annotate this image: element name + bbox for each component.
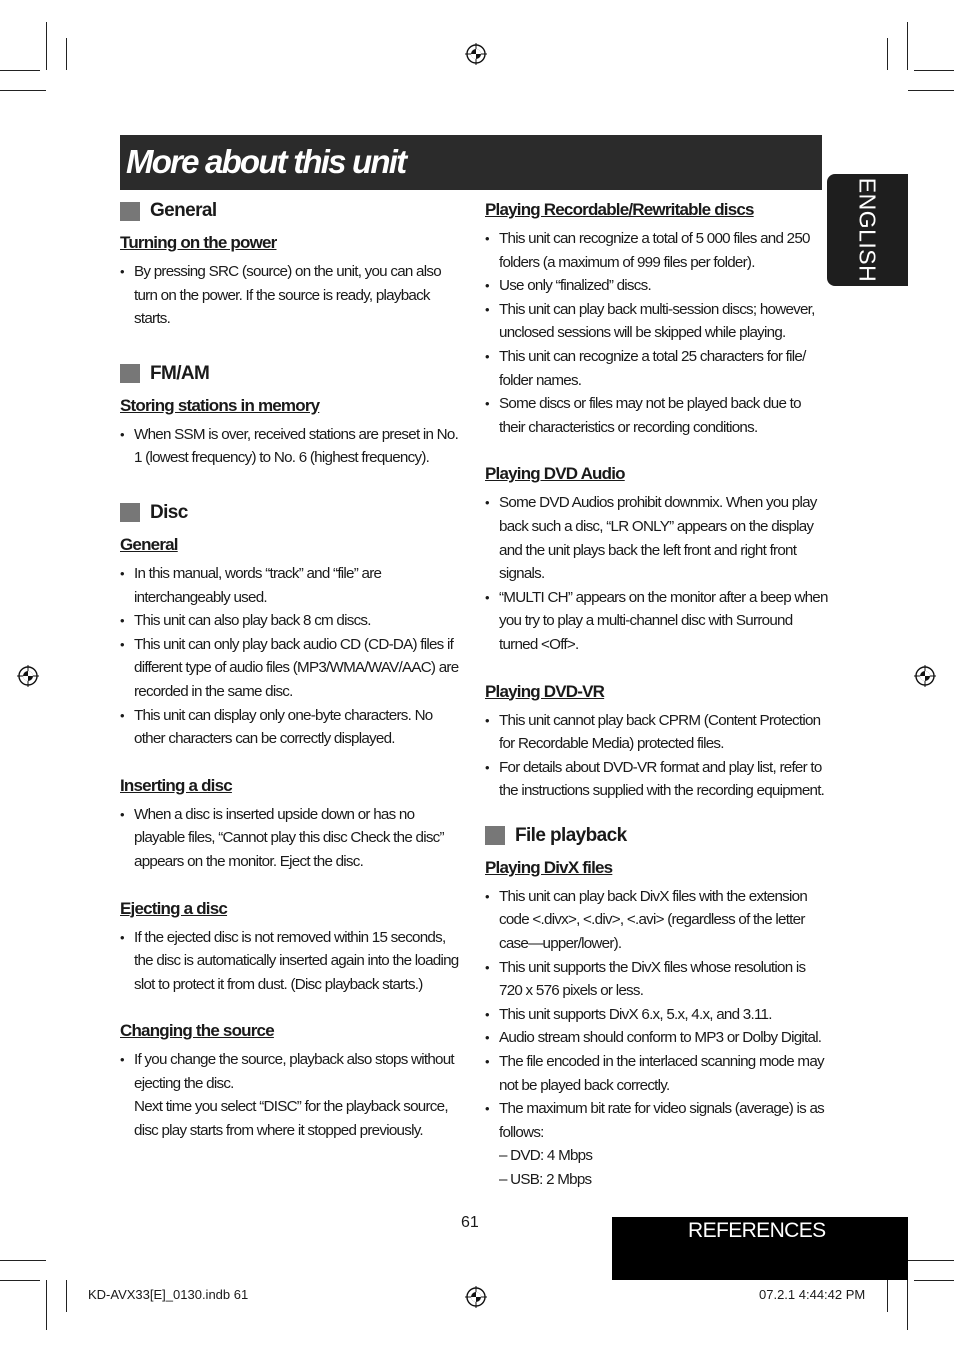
- bullet-list: [120, 803, 462, 874]
- list-item: • Audio stream should conform to MP3 or Dolby Digital.: [485, 1026, 830, 1050]
- crop-mark: [914, 70, 954, 71]
- subsection-title: Turning on the power: [120, 233, 277, 252]
- list-item: • This unit can recognize a total 25 characters for file/ folder names.: [485, 345, 830, 392]
- crop-mark: [0, 70, 40, 71]
- section-square-icon: [485, 826, 505, 845]
- list-item: • This unit can also play back 8 cm discs.: [120, 609, 462, 633]
- subsection-title: Changing the source: [120, 1021, 274, 1041]
- crop-mark: [887, 1280, 888, 1312]
- bullet-list: [120, 423, 462, 470]
- footer-timestamp: 07.2.1 4:44:42 PM: [759, 1287, 866, 1302]
- list-item: • This unit supports DivX 6.x, 5.x, 4.x, and 3.11.: [485, 1003, 830, 1027]
- bullet-list: [120, 926, 462, 997]
- page-number: 61: [461, 1214, 479, 1231]
- list-item: • This unit can play back multi-session discs; however, unclosed sessions will be skipped while playing.: [485, 298, 830, 345]
- subsection-title: Playing DVD-VR: [485, 681, 605, 701]
- section-heading: File playback: [485, 821, 830, 851]
- list-item: • This unit cannot play back CPRM (Content Protection for Recordable Media) protected files.: [485, 709, 830, 756]
- list-item: • When SSM is over, received stations are preset in No. 1 (lowest frequency) to No. 6 (highest frequency).: [120, 423, 462, 470]
- page-title: More about this unit: [126, 143, 406, 180]
- crop-mark: [46, 22, 47, 70]
- crop-mark: [66, 38, 67, 70]
- section-heading: General: [120, 196, 462, 226]
- section-heading: Disc: [120, 498, 462, 528]
- list-subitem: – DVD: 4 Mbps: [499, 1147, 593, 1165]
- subsection-title: Storing stations in memory: [120, 395, 320, 415]
- list-item: • “MULTI CH” appears on the monitor after a beep when you try to play a multi-channel disc with Surround turned <Off>.: [485, 586, 830, 657]
- bullet-list: [120, 562, 462, 751]
- section-square-icon: [120, 202, 140, 221]
- list-item: • If the ejected disc is not removed within 15 seconds, the disc is automatically inserted again into the loading slot to protect it from dust. (Disc playback starts.): [120, 926, 462, 997]
- bullet-list: [485, 709, 830, 803]
- bullet-list: [120, 260, 462, 331]
- crop-mark: [914, 1280, 954, 1281]
- list-item: • The maximum bit rate for video signals (average) is as follows:: [485, 1097, 830, 1144]
- list-item: • If you change the source, playback also stops without ejecting the disc.: [120, 1048, 462, 1095]
- title-bar: [120, 135, 822, 190]
- list-item: • This unit can display only one-byte characters. No other characters can be correctly displayed.: [120, 704, 462, 751]
- left-column: [120, 196, 462, 1143]
- bullet-list: [485, 227, 830, 439]
- registration-mark-icon: [914, 665, 936, 687]
- subsection-title: Playing DVD Audio: [485, 464, 625, 484]
- crop-mark: [908, 1260, 954, 1261]
- list-item: • Some discs or files may not be played back due to their characteristics or recording conditions.: [485, 392, 830, 439]
- references-label: REFERENCES: [688, 1219, 826, 1242]
- crop-mark: [66, 1280, 67, 1312]
- bullet-list: [485, 885, 830, 1192]
- crop-mark: [46, 1280, 47, 1330]
- list-item: • This unit can only play back audio CD (CD-DA) files if different type of audio files (MP3/WMA/WAV/AAC) are recorded in the same disc.: [120, 633, 462, 704]
- list-item: • Use only “finalized” discs.: [485, 274, 830, 298]
- references-tab: [612, 1217, 908, 1280]
- crop-mark: [0, 90, 46, 91]
- footer-file-info: KD-AVX33[E]_0130.indb 61: [88, 1287, 249, 1302]
- subsection-title: Ejecting a disc: [120, 898, 228, 918]
- list-subitem: – USB: 2 Mbps: [499, 1171, 592, 1188]
- list-item: • In this manual, words “track” and “file” are interchangeably used.: [120, 562, 462, 609]
- crop-mark: [0, 1280, 40, 1281]
- list-item: • This unit can play back DivX files with the extension code <.divx>, <.div>, <.avi> (regardless of the letter case—upper/lower).: [485, 885, 830, 956]
- registration-mark-icon: [465, 43, 487, 65]
- list-item: • By pressing SRC (source) on the unit, you can also turn on the power. If the source is ready, playback starts.: [120, 260, 462, 331]
- crop-mark: [887, 38, 888, 70]
- registration-mark-icon: [17, 665, 39, 687]
- list-note: Next time you select “DISC” for the playback source, disc play starts from where it stopped previously.: [134, 1098, 448, 1140]
- subsection-title: General: [120, 534, 178, 554]
- registration-mark-icon: [465, 1286, 487, 1308]
- list-item: • When a disc is inserted upside down or has no playable files, “Cannot play this disc Check the disc” appears on the monitor. Eject the disc.: [120, 803, 462, 874]
- crop-mark: [907, 22, 908, 70]
- section-square-icon: [120, 364, 140, 383]
- list-item: • The file encoded in the interlaced scanning mode may not be played back correctly.: [485, 1050, 830, 1097]
- language-tab: [827, 174, 908, 286]
- list-item: • This unit supports the DivX files whose resolution is 720 x 576 pixels or less.: [485, 956, 830, 1003]
- section-square-icon: [120, 503, 140, 522]
- list-item: • For details about DVD-VR format and play list, refer to the instructions supplied with the recording equipment.: [485, 756, 830, 803]
- language-tab-label: ENGLISH: [854, 177, 881, 283]
- right-column: [485, 196, 830, 1192]
- crop-mark: [0, 1260, 46, 1261]
- list-item: • This unit can recognize a total of 5 000 files and 250 folders (a maximum of 999 files per folder).: [485, 227, 830, 274]
- subsection-title: Inserting a disc: [120, 775, 232, 795]
- subsection-title: Playing DivX files: [485, 857, 613, 877]
- bullet-list: [120, 1048, 462, 1142]
- crop-mark: [908, 90, 954, 91]
- crop-mark: [907, 1280, 908, 1330]
- bullet-list: [485, 491, 830, 656]
- list-item: • Some DVD Audios prohibit downmix. When you play back such a disc, “LR ONLY” appears on the display and the unit plays back the left front and right front signals.: [485, 491, 830, 585]
- subsection-title: Playing Recordable/Rewritable discs: [485, 200, 754, 219]
- section-heading: FM/AM: [120, 359, 462, 389]
